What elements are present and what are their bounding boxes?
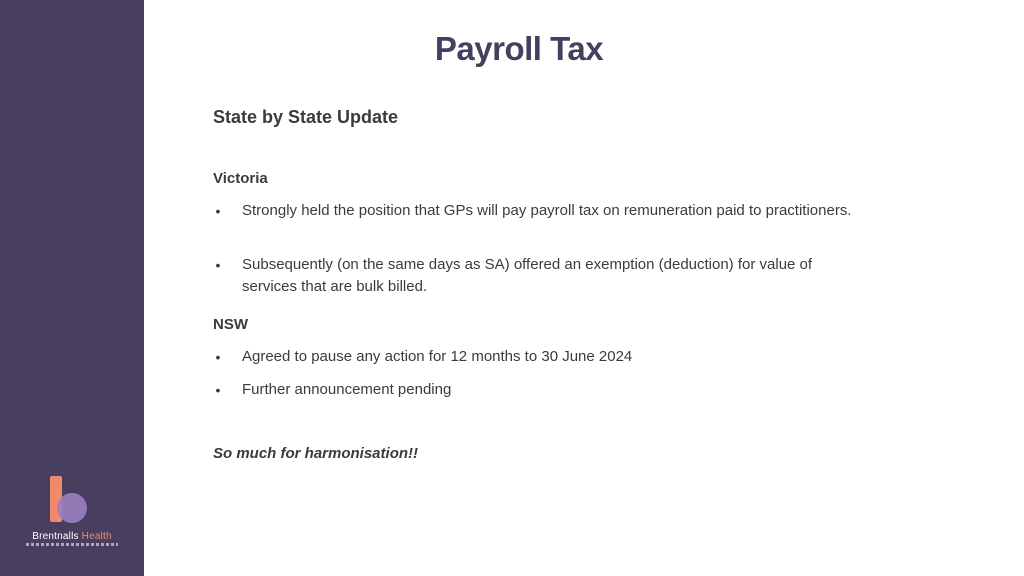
bullet-dot-icon: • [215, 257, 221, 273]
logo-name-part1: Brentnalls [32, 531, 79, 542]
logo-name-part2: Health [78, 531, 112, 542]
bullet-text: Further announcement pending [242, 381, 452, 398]
bullet-text: Agreed to pause any action for 12 months to 30 June 2024 [242, 348, 633, 365]
closing-remark: So much for harmonisation!! [213, 445, 419, 462]
brentnalls-logo-icon [48, 476, 90, 524]
slide-title: Payroll Tax [434, 30, 604, 67]
logo-text [0, 531, 144, 542]
bullet-dot-icon: • [215, 349, 221, 365]
bullet-dot-icon: • [215, 203, 221, 219]
section-heading-nsw: NSW [213, 316, 248, 333]
section-heading-victoria: Victoria [213, 170, 268, 187]
slide-subtitle: State by State Update [213, 107, 399, 127]
bullet-text: Subsequently (on the same days as SA) offered an exemption (deduction) for value of services that are bulk billed. [242, 256, 813, 295]
bullet-dot-icon: • [215, 382, 221, 398]
logo-tagline [26, 543, 118, 546]
sidebar [0, 0, 144, 576]
bullet-text: Strongly held the position that GPs will pay payroll tax on remuneration paid to practitioners. [242, 202, 852, 219]
